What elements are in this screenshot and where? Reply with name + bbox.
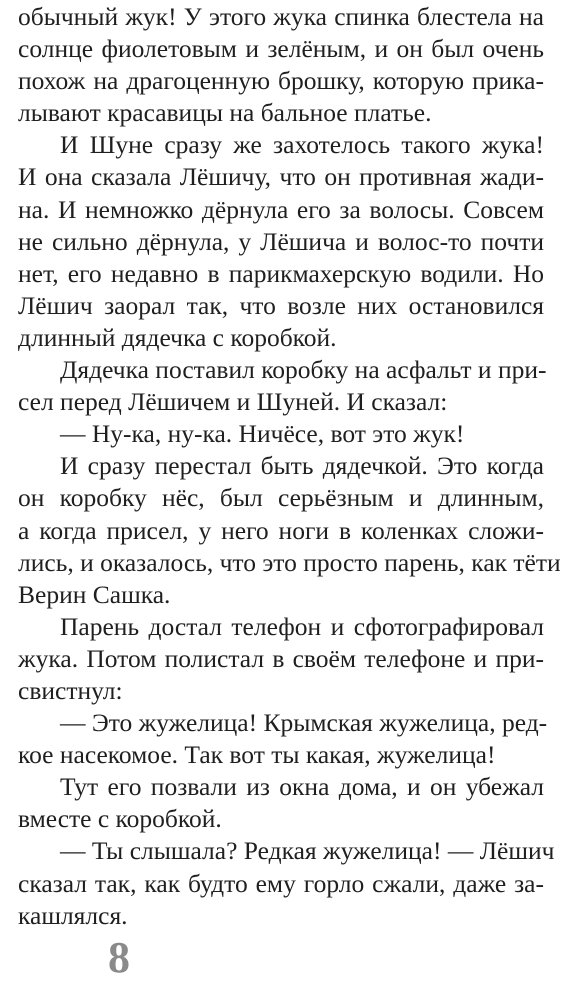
text-line: Верин Сашка.	[18, 579, 171, 609]
text-line: обычный жук! У этого жука спинка блестела на	[18, 2, 544, 31]
paragraph	[18, 707, 548, 771]
text-line: кашлялся.	[18, 900, 128, 930]
text-line: длинный дядечка с коробкой.	[18, 322, 337, 352]
text-line: на. И немножко дёрнула его за волосы. Совсем	[18, 194, 544, 224]
text-line: кое насекомое. Так вот ты какая, жужелица!	[18, 740, 496, 770]
text-line: не сильно дёрнула, у Лёшича и волос-то почти	[18, 226, 544, 256]
text-line: — Ну-ка, ну-ка. Ничёсе, вот это жук!	[60, 419, 465, 449]
text-line: Тут его позвали из окна дома, и он убежал	[60, 772, 544, 802]
text-line: он коробку нёс, был серьёзным и длинным,	[18, 483, 544, 513]
paragraph	[18, 129, 544, 354]
text-line: И Шуне сразу же захотелось такого жука!	[60, 130, 544, 160]
text-line: лись, и оказалось, что это просто парень, как тёти	[18, 547, 561, 577]
text-line: солнце фиолетовым и зелёным, и он был очень	[18, 34, 544, 64]
text-line: — Это жужелица! Крымская жужелица, ред-	[60, 708, 548, 738]
body-text	[18, 1, 561, 932]
text-line: а когда присел, у него ноги в коленках сложи-	[18, 515, 544, 545]
text-line: — Ты слышала? Редкая жужелица! — Лёшич	[60, 836, 555, 866]
text-line: И она сказала Лёшичу, что он противная жади-	[18, 162, 544, 192]
text-line: свистнул:	[18, 675, 123, 705]
text-line: похож на драгоценную брошку, которую прика-	[18, 66, 544, 96]
text-line: Лёшич заорал так, что возле них остановился	[18, 290, 544, 320]
text-line: лывают красавицы на бальное платье.	[18, 98, 432, 128]
paragraph	[18, 771, 544, 835]
text-line: жука. Потом полистал в своём телефоне и при-	[18, 643, 544, 673]
text-line: сел перед Лёшичем и Шуней. И сказал:	[18, 387, 448, 417]
text-line: Дядечка поставил коробку на асфальт и при-	[60, 355, 547, 385]
paragraph	[18, 611, 544, 707]
text-line: нет, его недавно в парикмахерскую водили. Но	[18, 258, 544, 288]
paragraph	[18, 418, 544, 450]
text-line: И сразу перестал быть дядечкой. Это когда	[60, 451, 544, 481]
paragraph	[18, 354, 547, 418]
text-line: вместе с коробкой.	[18, 804, 222, 834]
page-number: 8	[108, 933, 130, 982]
paragraph	[18, 835, 555, 931]
text-line: сказал так, как будто ему горло сжали, даже за-	[18, 868, 544, 898]
paragraph	[18, 450, 561, 610]
text-line: Парень достал телефон и сфотографировал	[60, 611, 544, 641]
paragraph	[18, 1, 544, 129]
